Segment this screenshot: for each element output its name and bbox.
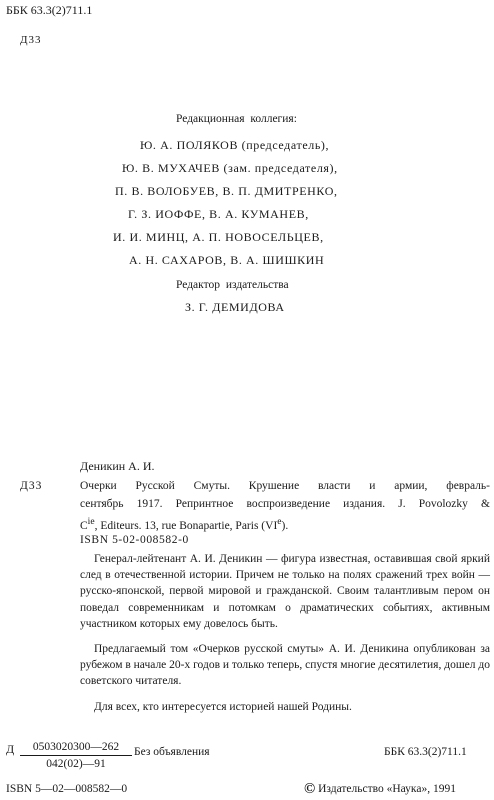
editor-title: Редактор издательства [176, 279, 289, 291]
board-member: Ю. В. МУХАЧЕВ (зам. председателя), [122, 161, 338, 175]
editorial-board-title: Редакционная коллегия: [176, 113, 297, 125]
catalog-description-line: Очерки Русской Смуты. Крушение власти и армии, февраль- [80, 480, 490, 492]
footer-isbn: ISBN 5—02—008582—0 [6, 783, 128, 795]
annotation-paragraph: Генерал-лейтенант А. И. Деникин — фигура известная, оставившая свой яркий след в отечественной истории. Причем не только на полях сражений трех войн — русско-японской, первой мировой и гражданской. Своим талантливым пером он поведал современникам и потомкам о драматических событиях, активным участником которых ему довелось быть. [80, 553, 490, 630]
footer-fraction [20, 740, 132, 772]
fraction-numerator: 0503020300—262 [20, 740, 132, 756]
catalog-author-mark: Д33 [20, 480, 43, 492]
annotation-paragraph: Предлагаемый том «Очерков русской смуты» А. И. Деникина опубликован за рубежом в начале 20-х годов и только теперь, спустя многие десятилетия, дошел до советского читателя. [80, 643, 490, 688]
bbk-code-top: ББК 63.3(2)711.1 [6, 3, 93, 17]
no-announcement: Без объявления [134, 746, 210, 758]
copyright [304, 780, 456, 799]
catalog-description [80, 477, 490, 535]
catalog-isbn: ISBN 5-02-008582-0 [80, 534, 189, 546]
author-mark-top: Д33 [20, 34, 42, 46]
footer-d-letter: Д [6, 742, 15, 756]
catalog-description-line: $C^{ie}$, Editeurs. 13, rue Bonapartie, Paris (VIe). [80, 516, 289, 532]
catalog-description-line: сентябрь 1917. Репринтное воспроизведение издания. J. Povolozky & [80, 498, 490, 510]
fraction-denominator: 042(02)—91 [46, 758, 106, 771]
editor-name: З. Г. ДЕМИДОВА [185, 300, 285, 314]
board-member: П. В. ВОЛОБУЕВ, В. П. ДМИТРЕНКО, [115, 184, 338, 198]
board-member: И. И. МИНЦ, А. П. НОВОСЕЛЬЦЕВ, [113, 230, 324, 244]
copyright-icon: © [304, 781, 316, 797]
copyright-text: Издательство «Наука», 1991 [318, 783, 456, 795]
bbk-code-bottom: ББК 63.3(2)711.1 [384, 746, 467, 758]
annotation-paragraph: Для всех, кто интересуется историей нашей Родины. [94, 700, 352, 713]
annotation [80, 551, 490, 724]
catalog-author: Деникин А. И. [80, 459, 155, 473]
board-member: Ю. А. ПОЛЯКОВ (председатель), [140, 138, 330, 152]
board-member: А. Н. САХАРОВ, В. А. ШИШКИН [129, 253, 325, 267]
board-member: Г. З. ИОФФЕ, В. А. КУМАНЕВ, [128, 207, 309, 221]
